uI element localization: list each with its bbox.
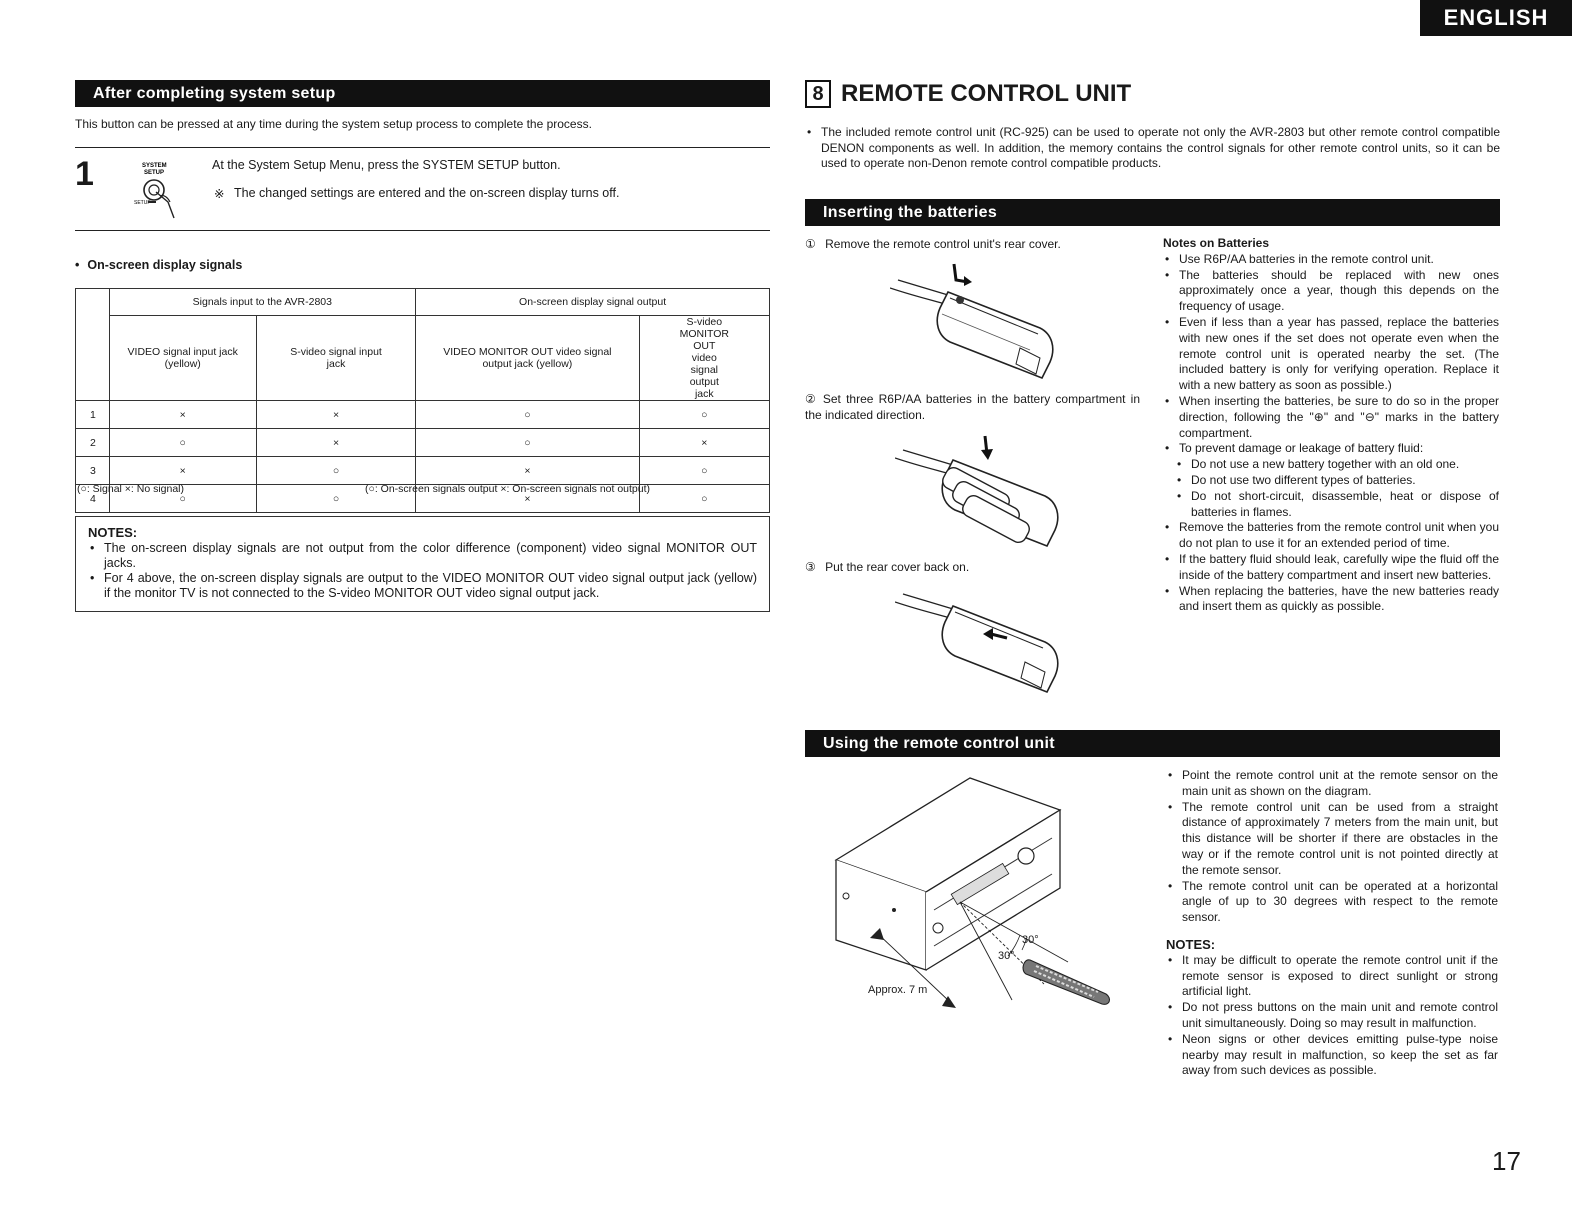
using-remote-text bbox=[1166, 768, 1498, 1079]
step-note-mark: ※ bbox=[214, 187, 225, 201]
table-corner bbox=[76, 289, 110, 401]
signals-heading-text: On-screen display signals bbox=[87, 258, 243, 272]
note-item: • For 4 above, the on-screen display signals are output to the VIDEO MONITOR OUT video signal output jack (yellow) if the monitor TV is not connected to the S-video MONITOR OUT video signal output jack. bbox=[88, 571, 757, 601]
cell: ○ bbox=[109, 485, 256, 513]
step-mark: ③ bbox=[805, 560, 816, 574]
remote-intro bbox=[805, 125, 1500, 172]
row-number: 2 bbox=[76, 429, 110, 457]
remove-cover-illustration bbox=[890, 258, 1060, 386]
battery-subnote: • Do not short-circuit, disassemble, heat or dispose of batteries in flames. bbox=[1163, 489, 1499, 521]
battery-note: • Remove the batteries from the remote control unit when you do not plan to use it for an extended period of time. bbox=[1163, 520, 1499, 552]
step-text: Remove the remote control unit's rear cover. bbox=[825, 237, 1061, 251]
language-tab: ENGLISH bbox=[1420, 0, 1572, 36]
table-row bbox=[76, 429, 770, 457]
table-row bbox=[76, 457, 770, 485]
section-number: 8 bbox=[805, 80, 831, 108]
row-number: 1 bbox=[76, 401, 110, 429]
cell: × bbox=[109, 401, 256, 429]
cell: ○ bbox=[109, 429, 256, 457]
battery-subnote: • Do not use two different types of batteries. bbox=[1163, 473, 1499, 489]
signals-table bbox=[75, 288, 770, 513]
after-setup-intro: This button can be pressed at any time during the system setup process to complete the process. bbox=[75, 117, 592, 131]
signals-heading: • On-screen display signals bbox=[75, 258, 243, 272]
battery-step-2 bbox=[805, 392, 1140, 423]
battery-note: • If the battery fluid should leak, carefully wipe the fluid off the inside of the battery compartment and insert new batteries. bbox=[1163, 552, 1499, 584]
notes-title: NOTES: bbox=[88, 525, 138, 540]
step-text: Set three R6P/AA batteries in the battery compartment in the indicated direction. bbox=[805, 392, 1141, 422]
cell: × bbox=[416, 485, 639, 513]
divider bbox=[75, 147, 770, 148]
cell: ○ bbox=[416, 429, 639, 457]
section-title bbox=[805, 80, 1131, 108]
svg-text:SYSTEM: SYSTEM bbox=[142, 163, 167, 169]
replace-cover-illustration bbox=[895, 582, 1065, 700]
cell: × bbox=[416, 457, 639, 485]
svg-text:SETUP: SETUP bbox=[144, 170, 165, 176]
insert-batteries-illustration bbox=[895, 430, 1065, 552]
using-note: • Do not press buttons on the main unit and remote control unit simultaneously. Doing so may result in malfunction. bbox=[1166, 1000, 1498, 1032]
step-number: 1 bbox=[75, 155, 94, 193]
table-row bbox=[76, 401, 770, 429]
note-item: • The on-screen display signals are not output from the color difference (component) video signal MONITOR OUT jacks. bbox=[88, 541, 757, 571]
system-setup-button-icon bbox=[130, 158, 196, 220]
legend-output: (○: On-screen signals output ×: On-screen signals not output) bbox=[365, 483, 651, 495]
section-header-after-setup: After completing system setup bbox=[75, 80, 770, 107]
step-mark: ① bbox=[805, 237, 816, 251]
angle-label-bottom: 30° bbox=[998, 950, 1015, 962]
table-col-video-monitor-out: VIDEO MONITOR OUT video signal output jack (yellow) bbox=[416, 316, 639, 401]
cell: ○ bbox=[639, 401, 769, 429]
table-group-output: On-screen display signal output bbox=[416, 289, 770, 316]
svg-text:SETUP: SETUP bbox=[134, 200, 151, 206]
step-note: The changed settings are entered and the on-screen display turns off. bbox=[234, 186, 620, 200]
table-col-svideo-input: S-video signal input jack bbox=[256, 316, 415, 401]
battery-note: • Even if less than a year has passed, replace the batteries with new ones if the set does not operate even when the remote control unit is operated nearby the set. (The included battery is only for verifying operation. Replace it with a new battery as soon as possible.) bbox=[1163, 315, 1499, 394]
remote-range-diagram bbox=[830, 770, 1130, 1020]
table-group-input: Signals input to the AVR-2803 bbox=[109, 289, 416, 316]
divider bbox=[75, 230, 770, 231]
remote-intro-text: • The included remote control unit (RC-925) can be used to operate not only the AVR-2803 but other remote control compatible DENON components as well. In addition, the memory contains the control signals for other remote control units, so it can be used to operate non-Denon remote control compatible products. bbox=[805, 125, 1500, 172]
cell: × bbox=[256, 401, 415, 429]
table-col-video-input: VIDEO signal input jack (yellow) bbox=[109, 316, 256, 401]
angle-label-top: 30° bbox=[1022, 934, 1039, 946]
cell: ○ bbox=[639, 457, 769, 485]
using-note: • It may be difficult to operate the remote control unit if the remote sensor is exposed to direct sunlight or strong artificial light. bbox=[1166, 953, 1498, 1000]
battery-note: • To prevent damage or leakage of battery fluid: bbox=[1163, 441, 1499, 457]
step-instruction: At the System Setup Menu, press the SYSTEM SETUP button. bbox=[212, 158, 561, 172]
battery-notes-title: Notes on Batteries bbox=[1163, 236, 1270, 250]
battery-step-1 bbox=[805, 237, 1145, 253]
cell: ○ bbox=[639, 485, 769, 513]
legend-input: (○: Signal ×: No signal) bbox=[77, 483, 185, 495]
cell: × bbox=[256, 429, 415, 457]
cell: ○ bbox=[256, 457, 415, 485]
cell: × bbox=[109, 457, 256, 485]
using-point: • The remote control unit can be operated at a horizontal angle of up to 30 degrees with respect to the remote sensor. bbox=[1166, 879, 1498, 926]
using-notes-title: NOTES: bbox=[1166, 936, 1216, 952]
battery-notes bbox=[1163, 236, 1499, 615]
distance-label: Approx. 7 m bbox=[868, 984, 928, 996]
battery-note: • Use R6P/AA batteries in the remote control unit. bbox=[1163, 252, 1499, 268]
section-header-using-remote: Using the remote control unit bbox=[805, 730, 1500, 757]
using-note: • Neon signs or other devices emitting pulse-type noise nearby may result in malfunction, so keep the set as far away from such devices as possible. bbox=[1166, 1032, 1498, 1079]
battery-note: • The batteries should be replaced with new ones approximately once a year, though this depends on the frequency of usage. bbox=[1163, 268, 1499, 315]
section-title-text: REMOTE CONTROL UNIT bbox=[841, 80, 1132, 107]
step-text: Put the rear cover back on. bbox=[825, 560, 970, 574]
battery-note: • When inserting the batteries, be sure to do so in the proper direction, following the "⊕" and "⊖" marks in the battery compartment. bbox=[1163, 394, 1499, 441]
table-col-svideo-monitor-out: S-video MONITOR OUT video signal output jack bbox=[639, 316, 769, 401]
row-number: 3 bbox=[76, 457, 110, 485]
using-point: • Point the remote control unit at the remote sensor on the main unit as shown on the diagram. bbox=[1166, 768, 1498, 800]
section-header-batteries: Inserting the batteries bbox=[805, 199, 1500, 226]
cell: × bbox=[639, 429, 769, 457]
using-point: • The remote control unit can be used from a straight distance of approximately 7 meters from the main unit, but this distance will be shorter if there are obstacles in the way or if the remote control unit is not pointed directly at the remote sensor. bbox=[1166, 800, 1498, 879]
notes-box bbox=[75, 516, 770, 612]
cell: ○ bbox=[416, 401, 639, 429]
page-number: 17 bbox=[1492, 1146, 1521, 1176]
cell: ○ bbox=[256, 485, 415, 513]
row-number: 4 bbox=[76, 485, 110, 513]
battery-note: • When replacing the batteries, have the new batteries ready and insert them as quickly as possible. bbox=[1163, 584, 1499, 616]
battery-step-3 bbox=[805, 560, 1145, 576]
battery-subnote: • Do not use a new battery together with an old one. bbox=[1163, 457, 1499, 473]
step-mark: ② bbox=[805, 392, 818, 406]
